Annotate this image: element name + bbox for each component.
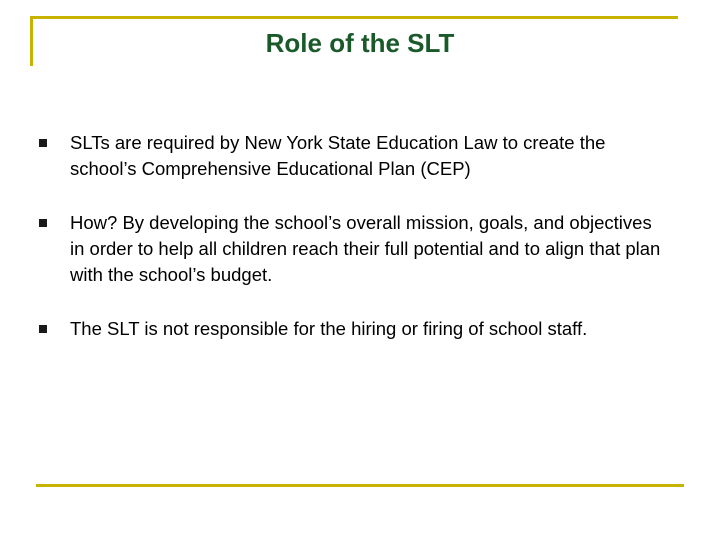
bullet-text: SLTs are required by New York State Education Law to create the school’s Comprehensive Educational Plan (CEP) bbox=[70, 132, 606, 179]
frame-bottom-border bbox=[36, 484, 684, 487]
square-bullet-icon bbox=[39, 325, 47, 333]
bullet-item bbox=[36, 316, 666, 342]
bullet-item bbox=[36, 130, 666, 182]
slide-title: Role of the SLT bbox=[265, 28, 455, 58]
bullet-item bbox=[36, 210, 666, 288]
bullet-text: The SLT is not responsible for the hiring or firing of school staff. bbox=[70, 318, 588, 339]
bullet-list bbox=[36, 130, 666, 342]
frame-top-border bbox=[30, 16, 678, 19]
square-bullet-icon bbox=[39, 219, 47, 227]
square-bullet-icon bbox=[39, 139, 47, 147]
bullet-text: How? By developing the school’s overall mission, goals, and objectives in order to help all children reach their full potential and to align that plan with the school’s budget. bbox=[70, 212, 661, 285]
